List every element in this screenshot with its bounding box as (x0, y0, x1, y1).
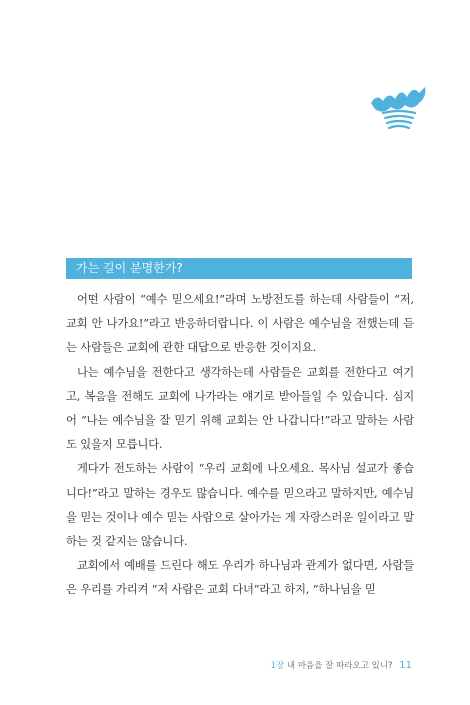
page-number: 11 (399, 660, 412, 671)
paragraph: 교회에서 예배를 드린다 해도 우리가 하나님과 관계가 없다면, 사람들은 우리를 가리켜 “저 사람은 교회 다녀”라고 하지, “하나님을 믿 (66, 559, 414, 597)
wave-spring-icon (369, 83, 431, 131)
page-footer (271, 659, 412, 671)
chapter-label: 1장 (270, 661, 285, 671)
body-text (66, 288, 414, 603)
paragraph: 나는 예수님을 전한다고 생각하는데 사람들은 교회를 전한다고 여기고, 복음을 전해도 교회에 나가라는 얘기로 받아들일 수 있습니다. 심지어 “나는 예수님을 잘 믿기 위해 교회는 안 나갑니다!”라고 말하는 사람도 있을지 모릅니다. (66, 365, 414, 452)
chapter-title: 내 마음을 잘 따라오고 있니? (286, 661, 393, 671)
paragraph: 게다가 전도하는 사람이 “우리 교회에 나오세요. 목사님 설교가 좋습니다!”라고 말하는 경우도 많습니다. 예수를 믿으라고 말하지만, 예수님을 믿는 것이나 예수 믿는 사람으로 살아가는 게 자랑스러운 일이라고 말하는 것 같지는 않습니다. (66, 462, 414, 549)
paragraph: 어떤 사람이 “예수 믿으세요!”라며 노방전도를 하는데 사람들이 “저, 교회 안 나가요!”라고 반응하더랍니다. 이 사람은 예수님을 전했는데 듣는 사람들은 교회에 관한 대답으로 반응한 것이지요. (66, 293, 414, 355)
section-heading: 가는 길이 분명한가? (66, 258, 412, 279)
